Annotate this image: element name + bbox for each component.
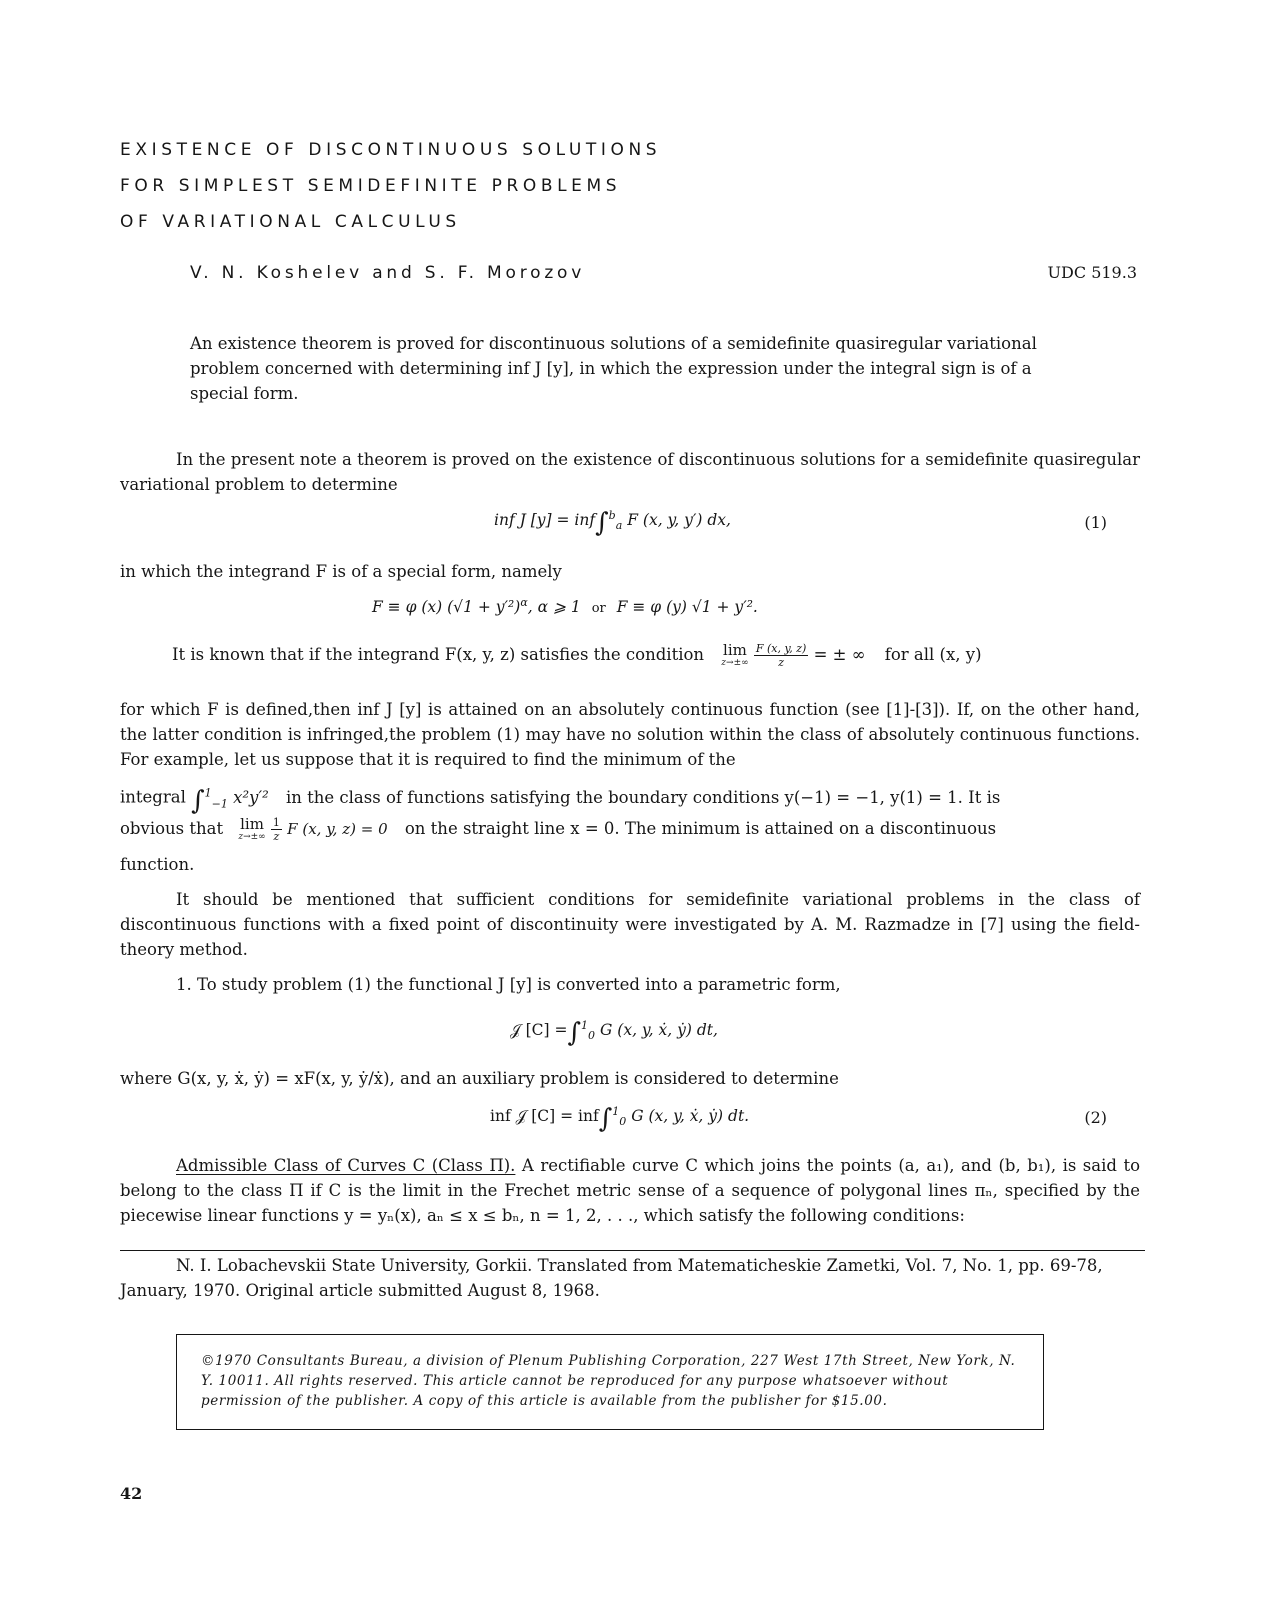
fraction-numerator: 1 (272, 816, 280, 829)
udc-code: UDC 519.3 (1047, 263, 1137, 282)
integral-lower: −1 (211, 796, 228, 810)
equation-1 (494, 508, 731, 538)
eq2-lower: 0 (619, 1115, 627, 1129)
fraction-numerator: F (x, y, z) (755, 642, 807, 655)
special-form-equation (372, 596, 758, 616)
fraction-denominator: z (778, 656, 784, 669)
alpha-exponent: α (520, 596, 528, 609)
paragraph-4 (120, 972, 1140, 997)
copyright-box (176, 1334, 1044, 1430)
obvious-body: F (x, y, z) = 0 (287, 820, 388, 838)
limit-value: = ± ∞ (813, 645, 866, 664)
eq2-body: G (x, y, ẋ, ẏ) dt. (631, 1107, 750, 1125)
or-word: or (591, 601, 606, 617)
admissible-text: A rectifiable curve C which joins the points (a, a₁), and (b, b₁), is said to belong to the class Π if C is the limit in the Frechet metric sense of a sequence of polygonal lines πₙ, specified by the piecewise linear functions y = yₙ(x), aₙ ≤ x ≤ bₙ, n = 1, 2, . . ., which satisfy the following conditions: (120, 1156, 1141, 1225)
intro-text: In the present note a theorem is proved on the existence of discontinuous solutions for a semidefinite quasiregular variational problem to determine (120, 450, 1140, 494)
admissible-paragraph (120, 1153, 1140, 1228)
paragraph-2-text: for which F is defined,then inf J [y] is attained on an absolutely continuous function (see [1]-[3]). If, on the other hand, the latter condition is infringed,the problem (1) may have no solution within the class of absolutely continuous functions. For example, let us suppose that it is required to find the minimum of the (120, 700, 1140, 769)
eq2-lhs: inf 𝒥 [C] = inf (490, 1107, 599, 1125)
obvious-before: obvious that (120, 819, 224, 838)
limit-fraction (271, 816, 282, 843)
page-number: 42 (120, 1484, 143, 1503)
lim-word: lim (240, 815, 264, 833)
title-line-3: OF VARIATIONAL CALCULUS (120, 212, 461, 232)
integral-sign: ∫ (191, 785, 205, 816)
lim-subscript: z→±∞ (238, 832, 266, 842)
admissible-heading: Admissible Class of Curves C (Class Π). (176, 1156, 516, 1175)
paragraph-4-text: 1. To study problem (1) the functional J [y] is converted into a parametric form, (176, 975, 841, 994)
integral-line (120, 780, 1000, 816)
known-line (172, 642, 982, 669)
copyright-text: ©1970 Consultants Bureau, a division of Plenum Publishing Corporation, 227 West 17th Street, New York, N. Y. 10011. All rights reserved. This article cannot be reproduced for any purpose whatsoever without permission of the publisher. A copy of this article is available from the publisher for $15.00. (201, 1353, 1016, 1409)
authors: V. N. Koshelev and S. F. Morozov (190, 263, 586, 283)
intro-paragraph (120, 447, 1140, 497)
equation-J (510, 1018, 718, 1048)
where-line: where G(x, y, ẋ, ẏ) = xF(x, y, ẏ/ẋ), and an auxiliary problem is considered to determine (120, 1069, 839, 1088)
limit-operator (238, 817, 265, 842)
equation-2-number: (2) (1084, 1108, 1107, 1127)
lim-word: lim (723, 641, 747, 659)
known-after: for all (x, y) (884, 645, 982, 664)
obvious-after: on the straight line x = 0. The minimum is attained on a discontinuous (404, 819, 997, 838)
footnote-rule (120, 1250, 1145, 1251)
abstract-text: An existence theorem is proved for discontinuous solutions of a semidefinite quasiregular variational problem concerned with determining inf J [y], in which the expression under the integral sign is of a special form. (190, 334, 1037, 403)
equation-2 (490, 1104, 749, 1134)
paragraph-3-text: It should be mentioned that sufficient conditions for semidefinite variational problems in the class of discontinuous functions with a fixed point of discontinuity were investigated by A. M. Razmadze in [7] using the field-theory method. (120, 890, 1140, 959)
paragraph-3 (120, 887, 1140, 962)
title-line-1: EXISTENCE OF DISCONTINUOUS SOLUTIONS (120, 140, 662, 160)
special-form-cond: , α ⩾ 1 (527, 598, 581, 617)
footnote-text: N. I. Lobachevskii State University, Gorkii. Translated from Matematicheskie Zametki, Vol. 7, No. 1, pp. 69-78, January, 1970. Original article submitted August 8, 1968. (120, 1256, 1103, 1300)
integral-after: in the class of functions satisfying the boundary conditions y(−1) = −1, y(1) = 1. It is (286, 787, 1001, 807)
eqJ-body: G (x, y, ẋ, ẏ) dt, (599, 1021, 718, 1039)
eq1-lhs: inf J [y] = inf (494, 511, 596, 529)
integral-sign: ∫ (598, 1104, 613, 1134)
lim-subscript: z→±∞ (721, 658, 749, 668)
obvious-line (120, 816, 996, 843)
abstract (190, 331, 1060, 406)
integral-upper: 1 (204, 786, 212, 799)
special-form-intro: in which the integrand F is of a special form, namely (120, 562, 562, 581)
admissible-text-block (120, 1153, 1140, 1228)
eqJ-lower: 0 (588, 1029, 596, 1043)
paragraph-2 (120, 697, 1140, 772)
title-line-2: FOR SIMPLEST SEMIDEFINITE PROBLEMS (120, 176, 622, 196)
limit-fraction (754, 642, 808, 669)
integral-sign: ∫ (595, 508, 609, 538)
integral-sign: ∫ (567, 1018, 582, 1048)
eq1-body: F (x, y, y′) dx, (627, 511, 731, 529)
eq2-upper: 1 (612, 1104, 620, 1118)
eqJ-upper: 1 (581, 1018, 589, 1032)
limit-operator (721, 643, 748, 668)
footnote (120, 1253, 1145, 1303)
eq1-lower: a (615, 519, 623, 533)
eq1-upper: b (608, 508, 616, 522)
special-form-left: F ≡ φ (x) (√1 + y′²) (372, 598, 521, 617)
function-word: function. (120, 855, 195, 874)
fraction-denominator: z (273, 830, 280, 843)
known-before: It is known that if the integrand F(x, y, z) satisfies the condition (172, 645, 705, 664)
integral-expression (191, 785, 269, 816)
integral-body: x²y′² (233, 787, 269, 807)
equation-1-number: (1) (1084, 513, 1107, 532)
special-form-right: F ≡ φ (y) √1 + y′². (616, 598, 758, 617)
integral-before: integral (120, 787, 186, 807)
eqJ-lhs: 𝒥 [C] = (510, 1021, 568, 1039)
